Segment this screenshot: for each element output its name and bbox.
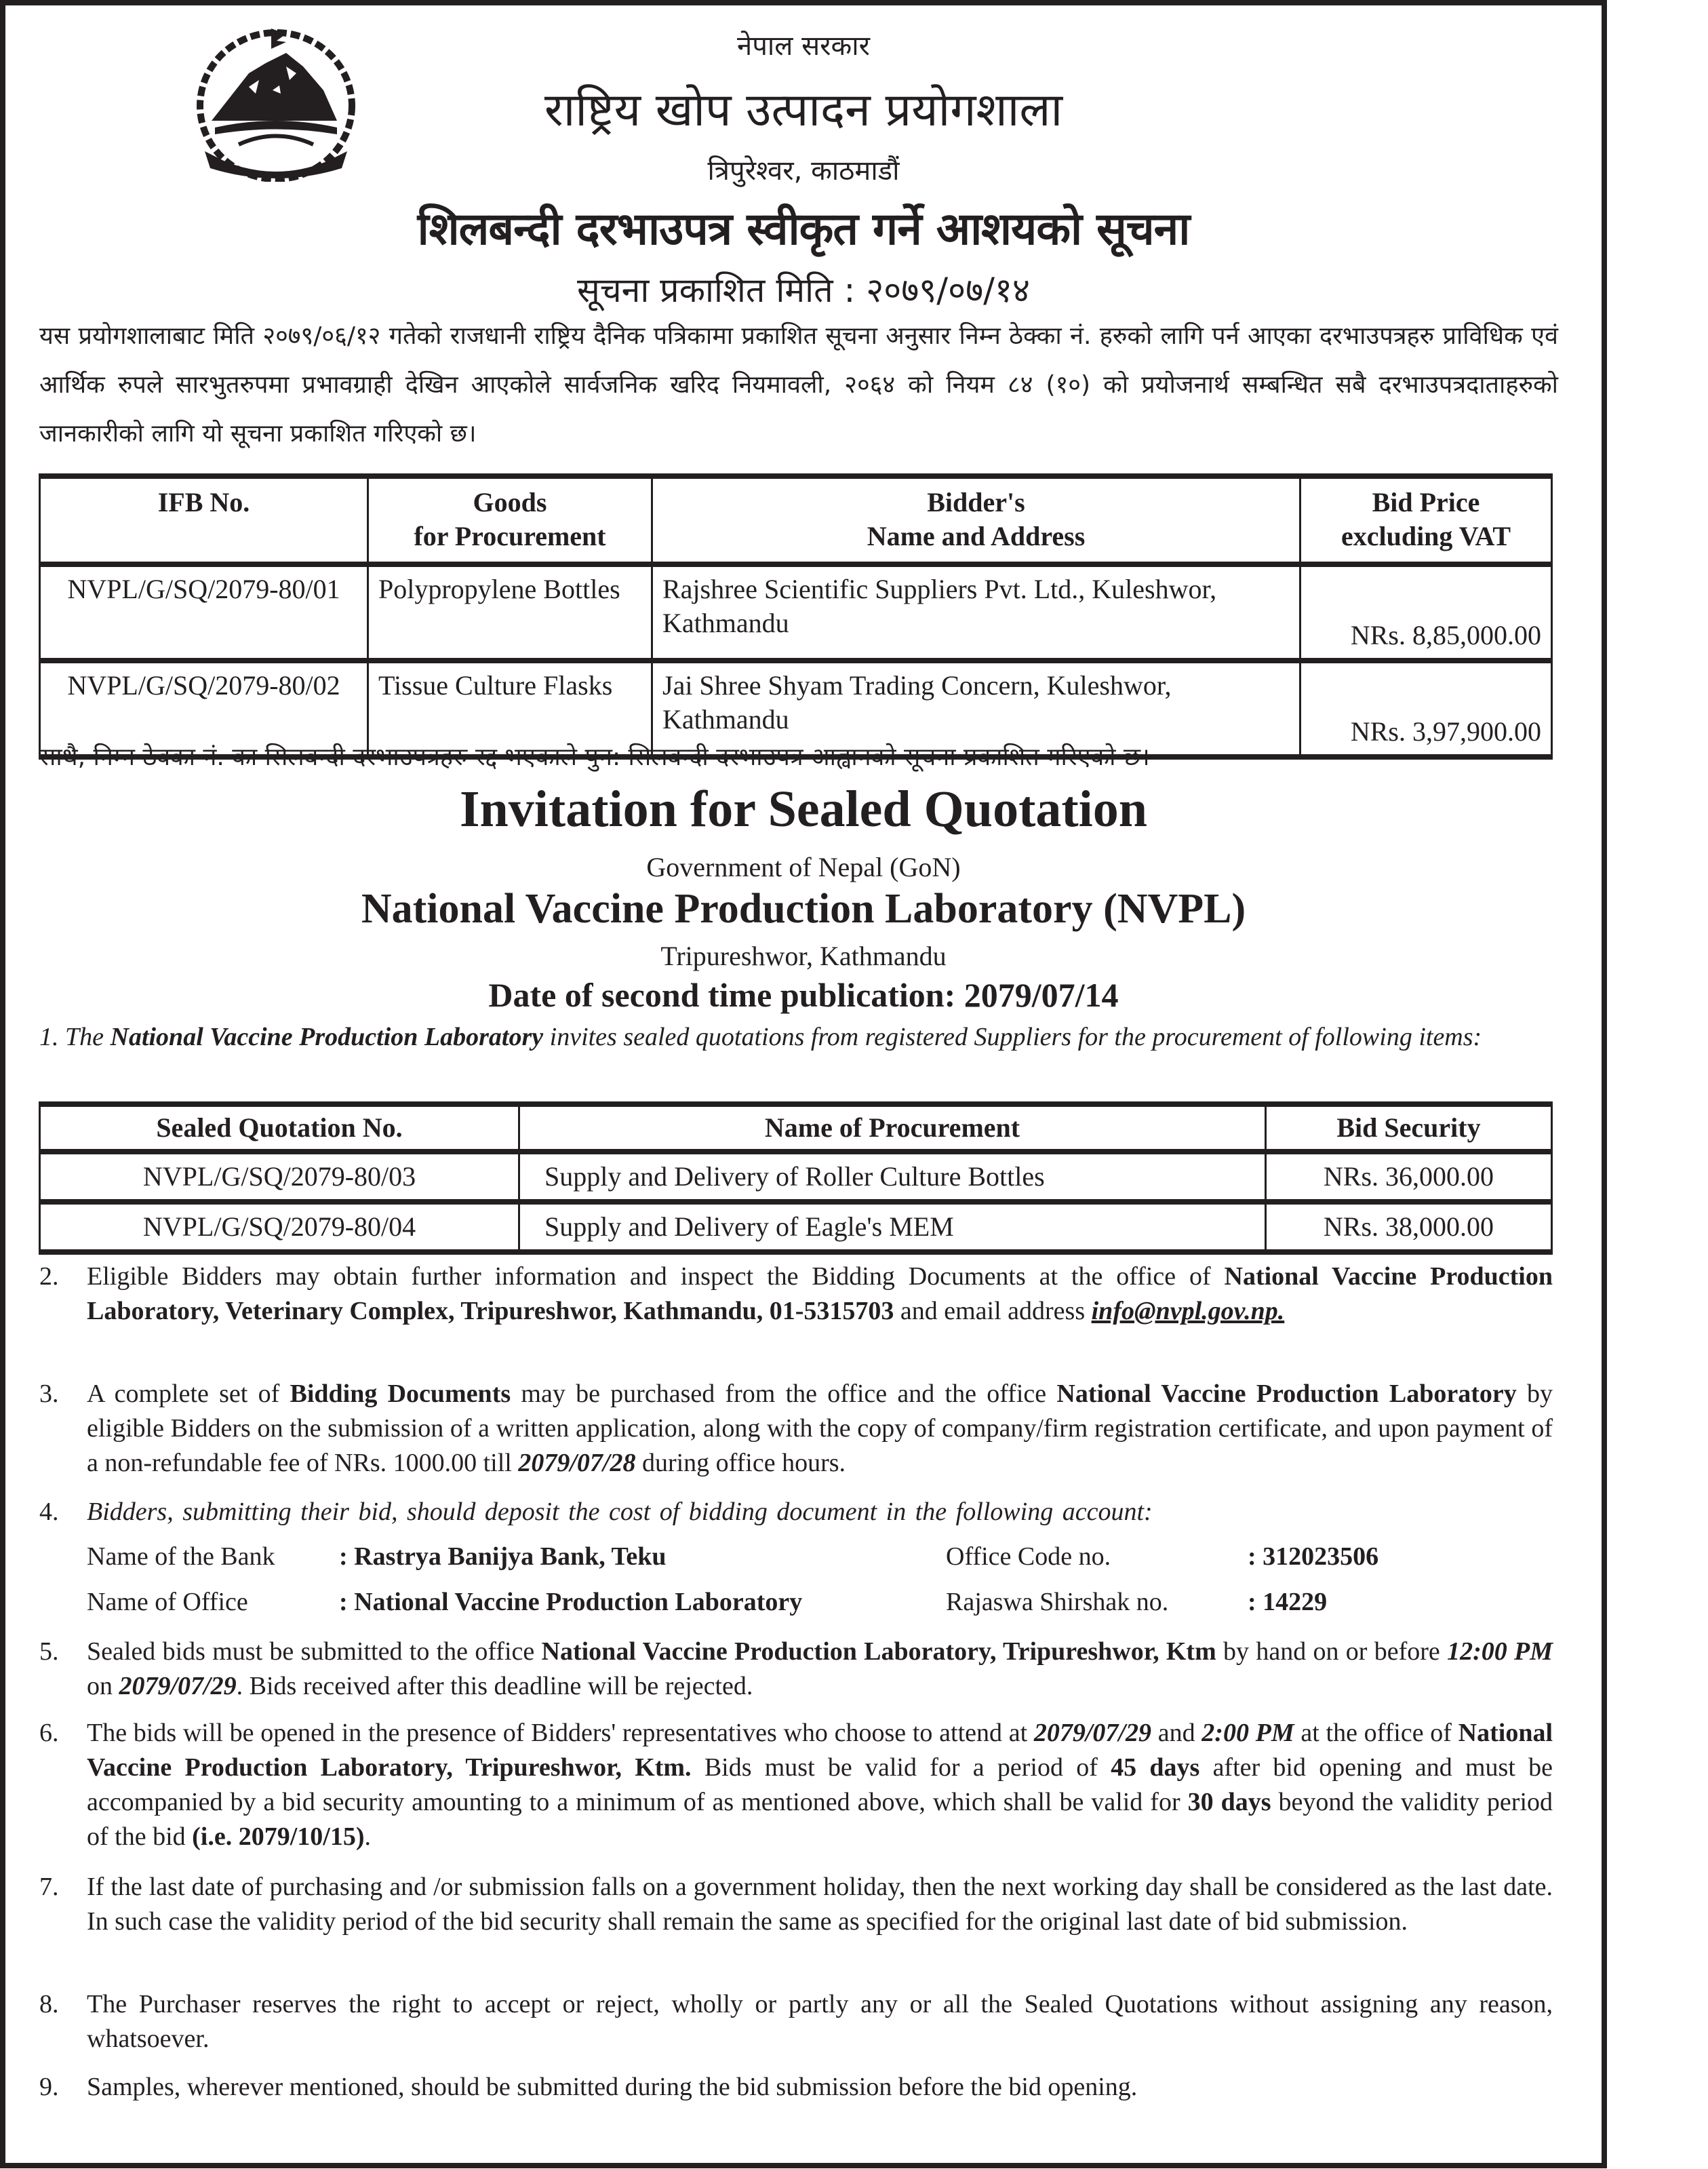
header-bid-price: Bid Price excluding VAT bbox=[1300, 476, 1552, 564]
procurement-name: Supply and Delivery of Roller Culture Bottles bbox=[519, 1152, 1266, 1202]
invitation-gov: Government of Nepal (GoN) bbox=[646, 852, 961, 882]
gov-np-label: नेपाल सरकार bbox=[737, 31, 870, 62]
bid-price: NRs. 3,97,900.00 bbox=[1300, 661, 1552, 757]
header-goods: Goods for Procurement bbox=[368, 476, 652, 564]
bid-price: NRs. 8,85,000.00 bbox=[1300, 564, 1552, 661]
table-row bbox=[40, 564, 1552, 661]
ifb-no: NVPL/G/SQ/2079-80/01 bbox=[40, 564, 368, 661]
rajaswa-value: : 14229 bbox=[1248, 1588, 1328, 1616]
intro-paragraph-np: यस प्रयोगशालाबाट मिति २०७९/०६/१२ गतेको राजधानी राष्ट्रिय दैनिक पत्रिकामा प्रकाशित सूचना अनुसार निम्न ठेक्का नं. हरुको लागि पर्न आएका दरभाउपत्रहरु प्राविधिक एवं आर्थिक रुपले सारभुतरुपमा प्रभावग्राही देखिन आएकोले सार्वजनिक खरिद नियमावली, २०६४ को नियम ८४ (१०) को प्रयोजनार्थ सम्बन्धित सबै दरभाउपत्रदाताहरुको जानकारीको लागि यो सूचना प्रकाशित गरिएको छ। bbox=[39, 322, 1558, 448]
award-table-header bbox=[40, 476, 1552, 564]
header-procurement: Name of Procurement bbox=[519, 1104, 1266, 1152]
goods: Polypropylene Bottles bbox=[368, 564, 652, 661]
bank-name-label: Name of the Bank bbox=[87, 1542, 275, 1571]
second-publication-date: Date of second time publication: 2079/07/14 bbox=[488, 976, 1119, 1014]
invitation-location: Tripureshwor, Kathmandu bbox=[660, 941, 947, 971]
invitation-title: Invitation for Sealed Quotation bbox=[459, 781, 1148, 838]
goods: Tissue Culture Flasks bbox=[368, 661, 652, 757]
item-3: 3. A complete set of Bidding Documents may be purchased from the office and the office National Vaccine Production Laboratory by eligible Bidders on the submission of a written application, along with the copy of company/firm registration certificate, and upon payment of a non-refundable fee of NRs. 1000.00 till 2079/07/28 during office hours. bbox=[39, 1380, 1553, 1477]
header-ifb: IFB No. bbox=[40, 476, 368, 564]
rajaswa-label: Rajaswa Shirshak no. bbox=[946, 1588, 1169, 1616]
quotation-table bbox=[39, 1101, 1553, 1255]
table-row bbox=[40, 1202, 1552, 1252]
office-name-label: Name of Office bbox=[87, 1588, 248, 1616]
bid-security: NRs. 38,000.00 bbox=[1266, 1202, 1552, 1252]
bank-name-value: : Rastrya Banijya Bank, Teku bbox=[339, 1542, 667, 1571]
office-name-value: : National Vaccine Production Laboratory bbox=[339, 1588, 803, 1616]
award-table bbox=[39, 473, 1553, 760]
bid-security: NRs. 36,000.00 bbox=[1266, 1152, 1552, 1202]
invitation-org: National Vaccine Production Laboratory (NVPL) bbox=[361, 886, 1246, 932]
item-1: 1. The National Vaccine Production Laboratory invites sealed quotations from registered Suppliers for the procurement of following items: bbox=[39, 1023, 1482, 1051]
item-7: 7. If the last date of purchasing and /or submission falls on a government holiday, then the next working day shall be considered as the last date. In such case the validity period of the bid security shall remain the same as specified for the original last date of bid submission. bbox=[39, 1873, 1553, 1936]
cancel-note-np: साथै, निम्न ठेक्का नं. का सिलबन्दी दरभाउपत्रहरु रद्द भएकाले पुन: सिलबन्दी दरभाउपत्र आह्वानको सूचना प्रकाशित गरिएको छ। bbox=[39, 743, 1150, 771]
bidder: Rajshree Scientific Suppliers Pvt. Ltd., Kuleshwor, Kathmandu bbox=[652, 564, 1300, 661]
sq-no: NVPL/G/SQ/2079-80/04 bbox=[40, 1202, 519, 1252]
item-2: 2. Eligible Bidders may obtain further information and inspect the Bidding Documents at the office of National Vaccine Production Laboratory, Veterinary Complex, Tripureshwor, Kathmandu, 01-5315703 and email address info@nvpl.gov.np. bbox=[39, 1262, 1553, 1325]
table-row bbox=[40, 1152, 1552, 1202]
header-bid-security: Bid Security bbox=[1266, 1104, 1552, 1152]
item-8: 8. The Purchaser reserves the right to accept or reject, wholly or partly any or all the Sealed Quotations without assigning any reason, whatsoever. bbox=[39, 1990, 1553, 2053]
location-np: त्रिपुरेश्वर, काठमाडौं bbox=[707, 155, 900, 187]
header-bidder: Bidder's Name and Address bbox=[652, 476, 1300, 564]
header-sq-no: Sealed Quotation No. bbox=[40, 1104, 519, 1152]
email-link[interactable]: info@nvpl.gov.np. bbox=[1091, 1297, 1285, 1325]
org-np-title: राष्ट्रिय खोप उत्पादन प्रयोगशाला bbox=[544, 83, 1063, 137]
quotation-table-header bbox=[40, 1104, 1552, 1152]
publish-date-np: सूचना प्रकाशित मिति : २०७९/०७/१४ bbox=[577, 271, 1030, 310]
ifb-no: NVPL/G/SQ/2079-80/02 bbox=[40, 661, 368, 757]
item-6: 6. The bids will be opened in the presence of Bidders' representatives who choose to attend at 2079/07/29 and 2:00 PM at the office of National Vaccine Production Laboratory, Tripureshwor, Ktm. Bids must be valid for a period of 45 days after bid opening and must be accompanied by a bid security amounting to a minimum of as mentioned above, which shall be valid for 30 days beyond the validity period of the bid (i.e. 2079/10/15). bbox=[39, 1719, 1553, 1851]
bidder: Jai Shree Shyam Trading Concern, Kuleshwor, Kathmandu bbox=[652, 661, 1300, 757]
procurement-name: Supply and Delivery of Eagle's MEM bbox=[519, 1202, 1266, 1252]
notice-heading-np: शिलबन्दी दरभाउपत्र स्वीकृत गर्ने आशयको सूचना bbox=[417, 203, 1190, 255]
sq-no: NVPL/G/SQ/2079-80/03 bbox=[40, 1152, 519, 1202]
item-5: 5. Sealed bids must be submitted to the office National Vaccine Production Laboratory, Tripureshwor, Ktm by hand on or before 12:00 PM on 2079/07/29. Bids received after this deadline will be rejected. bbox=[39, 1637, 1553, 1700]
item-9: 9. Samples, wherever mentioned, should be submitted during the bid submission before the bid opening. bbox=[39, 2073, 1138, 2101]
office-code-label: Office Code no. bbox=[946, 1542, 1111, 1571]
office-code-value: : 312023506 bbox=[1248, 1542, 1379, 1571]
item-4: 4. Bidders, submitting their bid, should deposit the cost of bidding document in the following account: bbox=[39, 1498, 1153, 1526]
